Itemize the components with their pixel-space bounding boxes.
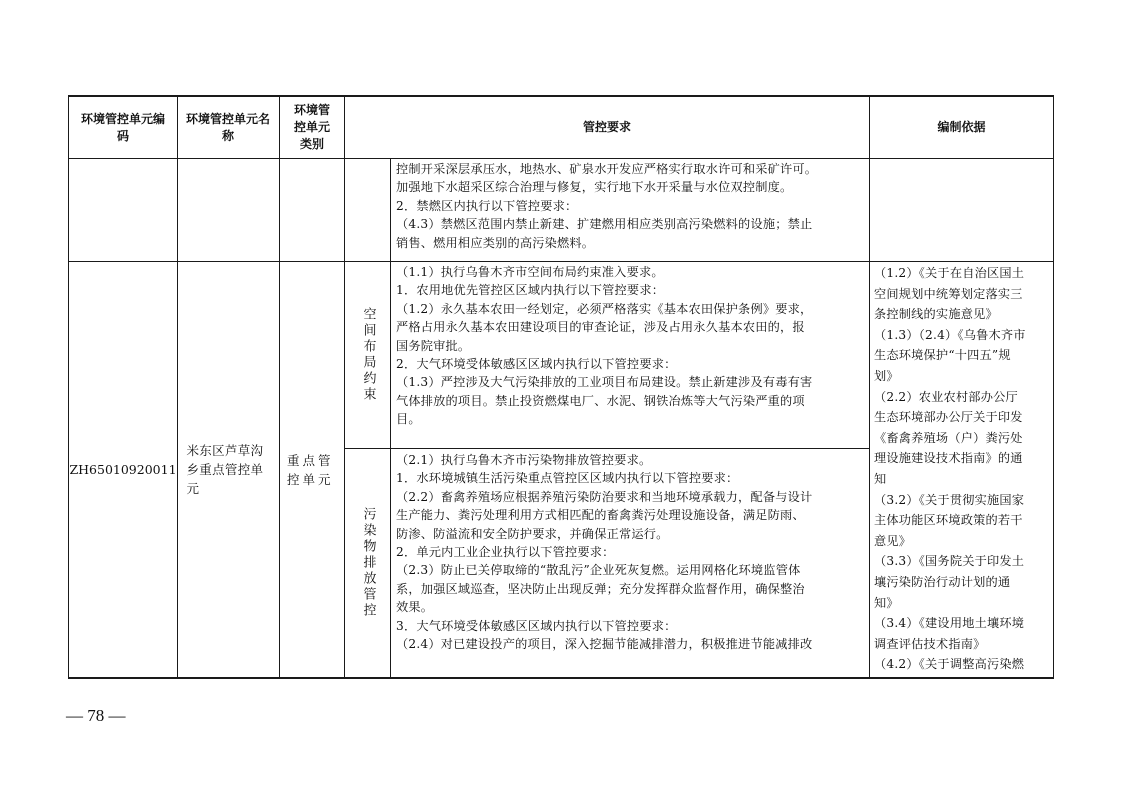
- basis-list: [874, 263, 1052, 675]
- requirement-line: 气体排放的项目。禁止投资燃煤电厂、水泥、钢铁冶炼等大气污染严重的项: [396, 393, 805, 408]
- basis-line: 《畜禽养殖场（户）粪污处: [874, 430, 1023, 445]
- section-divider-line: [344, 448, 869, 449]
- requirement-line: （2.4）对已建设投产的项目，深入挖掘节能减排潜力，积极推进节能减排改: [396, 637, 813, 652]
- basis-line: （3.4）《建设用地土壤环境: [874, 616, 1025, 631]
- continuation-requirements: [396, 160, 866, 252]
- requirement-line: 效果。: [396, 600, 434, 615]
- requirement-line: 1．水环境城镇生活污染重点管控区区域内执行以下管控要求：: [396, 471, 739, 486]
- section-label-pollution-cell: [345, 449, 390, 677]
- requirement-line: 系，加强区域巡查，坚决防止出现反弹；充分发挥群众监督作用，确保整治: [396, 581, 805, 596]
- continuation-line: （4.3）禁燃区范围内禁止新建、扩建燃用相应类别高污染燃料的设施；禁止: [396, 217, 813, 232]
- basis-line: （3.2）《关于贯彻实施国家: [874, 492, 1025, 507]
- col-line-4: [390, 158, 391, 679]
- table-right-border: [1053, 95, 1054, 679]
- unit-code: ZH65010920011: [69, 462, 177, 477]
- requirement-line: （2.1）执行乌鲁木齐市污染物排放管控要求。: [396, 453, 652, 467]
- requirement-line: （2.2）畜禽养殖场应根据养殖污染防治要求和当地环境承载力，配备与设计: [396, 489, 813, 504]
- basis-line: 知》: [874, 595, 899, 610]
- unit-name-cell: [180, 262, 277, 677]
- basis-line: 理设施建设技术指南》的通: [874, 451, 1023, 466]
- basis-line: 知: [874, 471, 887, 486]
- basis-line: 生态环境部办公厅关于印发: [874, 410, 1023, 425]
- basis-line: 条控制线的实施意见》: [874, 307, 998, 322]
- pollution-requirements: [396, 451, 866, 653]
- requirement-line: 防渗、防溢流和安全防护要求，并确保正常运行。: [396, 526, 669, 541]
- basis-line: 生态环境保护“十四五”规: [874, 348, 1011, 363]
- header-name: [180, 97, 276, 158]
- page-number: — 78 —: [66, 706, 126, 725]
- continuation-line: 销售、燃用相应类别的高污染燃料。: [396, 235, 595, 250]
- header-basis-text: 编制依据: [937, 120, 986, 134]
- continuation-line: 2．禁燃区内执行以下管控要求：: [396, 198, 578, 213]
- requirement-line: 2．大气环境受体敏感区区域内执行以下管控要求：: [396, 357, 677, 372]
- header-category: [283, 97, 341, 158]
- requirement-line: （1.3）严控涉及大气污染排放的工业项目布局建设。禁止新建涉及有毒有害: [396, 375, 813, 390]
- basis-line: 壤污染防治行动计划的通: [874, 574, 1011, 589]
- col-line-5: [869, 95, 870, 679]
- requirement-line: 目。: [396, 412, 421, 427]
- header-requirements-text: 管控要求: [582, 120, 631, 134]
- header-code: [72, 97, 174, 158]
- table-bottom-border: [68, 677, 1054, 679]
- basis-line: 调查评估技术指南》: [874, 636, 986, 651]
- requirement-line: （1.1）执行乌鲁木齐市空间布局约束准入要求。: [396, 265, 664, 279]
- col-line-1: [177, 95, 178, 679]
- requirement-line: 严格占用永久基本农田建设项目的审查论证，涉及占用永久基本农田的，报: [396, 320, 805, 335]
- header-requirements: [345, 97, 869, 158]
- basis-line: 主体功能区环境政策的若干: [874, 513, 1023, 528]
- basis-line: （3.3）《国务院关于印发土: [874, 554, 1025, 569]
- continuation-line: 加强地下水超采区综合治理与修复，实行地下水开采量与水位双控制度。: [396, 180, 793, 195]
- section-label-spatial-cell: [345, 262, 390, 448]
- requirement-line: 生产能力、粪污处理利用方式相匹配的畜禽粪污处理设施设备，满足防雨、: [396, 508, 805, 523]
- basis-line: 空间规划中统筹划定落实三: [874, 286, 1023, 301]
- header-code-text: 环境管控单元编码: [80, 111, 165, 143]
- unit-name: 米东区芦草沟乡重点管控单元: [186, 443, 264, 496]
- requirement-line: 2．单元内工业企业执行以下管控要求：: [396, 545, 615, 560]
- header-category-text: 环境管控单元类别: [293, 103, 330, 151]
- section-label-spatial: 空间布局约束: [360, 307, 376, 403]
- basis-line: （1.2）《关于在自治区国土: [874, 266, 1025, 280]
- basis-line: 划》: [874, 368, 899, 383]
- header-basis: [870, 97, 1053, 158]
- unit-category: 重点管控单元: [287, 452, 334, 487]
- unit-category-cell: [280, 262, 344, 677]
- requirement-line: 3．大气环境受体敏感区区域内执行以下管控要求：: [396, 618, 677, 633]
- spatial-requirements: [396, 263, 866, 429]
- basis-line: （1.3）（2.4）《乌鲁木齐市: [874, 327, 1026, 342]
- requirement-line: 国务院审批。: [396, 338, 471, 353]
- section-label-pollution: 污染物排放管控: [360, 507, 376, 619]
- header-name-text: 环境管控单元名称: [185, 111, 270, 143]
- unit-code-cell: [69, 262, 177, 677]
- requirement-line: 1．农用地优先管控区区域内执行以下管控要求：: [396, 283, 665, 298]
- requirement-line: （2.3）防止已关停取缔的“散乱污”企业死灰复燃。运用网格化环境监管体: [396, 563, 801, 578]
- requirement-line: （1.2）永久基本农田一经划定，必须严格落实《基本农田保护条例》要求，: [396, 301, 813, 316]
- continuation-line: 控制开采深层承压水，地热水、矿泉水开发应严格实行取水许可和采矿许可。: [396, 162, 818, 176]
- basis-line: 意见》: [874, 533, 912, 548]
- basis-line: （4.2）《关于调整高污染燃: [874, 657, 1025, 672]
- basis-line: （2.2）农业农村部办公厅: [874, 389, 1018, 404]
- header-bottom-line: [68, 158, 1054, 159]
